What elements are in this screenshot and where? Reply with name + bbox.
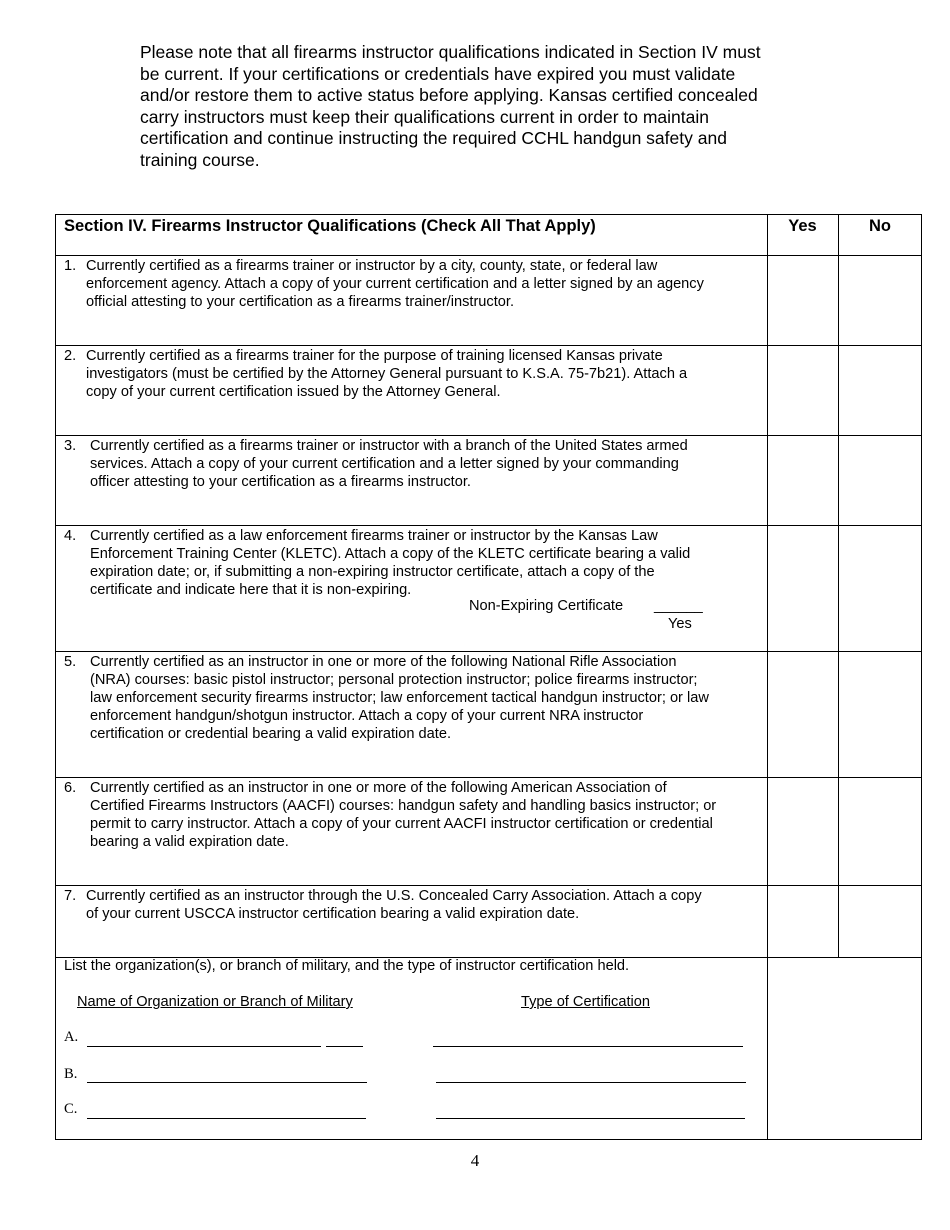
qualification-item-5	[64, 653, 790, 743]
item-1-no-cell[interactable]	[839, 256, 922, 345]
item-line: enforcement agency. Attach a copy of your current certification and a letter signed by an agency	[86, 276, 704, 292]
non-expiring-yes-label: Yes	[668, 616, 692, 632]
item-line: Currently certified as a firearms trainer for the purpose of training licensed Kansas private	[86, 348, 663, 364]
item-2-yes-cell[interactable]	[768, 346, 838, 435]
item-4-yes-cell[interactable]	[768, 526, 838, 651]
certification-field-c[interactable]	[436, 1118, 745, 1119]
item-line: Enforcement Training Center (KLETC). Attach a copy of the KLETC certificate bearing a valid	[90, 546, 691, 562]
item-6-yes-cell[interactable]	[768, 778, 838, 885]
list-instructions: List the organization(s), or branch of military, and the type of instructor certification held.	[64, 958, 630, 974]
item-line: Currently certified as an instructor in one or more of the following American Association of	[90, 780, 667, 796]
item-7-yes-cell[interactable]	[768, 886, 838, 957]
item-number: 5.	[64, 654, 77, 670]
section-iv-table	[55, 214, 922, 1140]
item-line: certification or credential bearing a valid expiration date.	[90, 726, 451, 742]
item-1-yes-cell[interactable]	[768, 256, 838, 345]
intro-line: and/or restore them to active status before applying. Kansas certified concealed	[140, 85, 758, 105]
non-expiring-certificate-label: Non-Expiring Certificate	[469, 598, 624, 614]
item-3-no-cell[interactable]	[839, 436, 922, 525]
item-number: 2.	[64, 348, 77, 364]
qualification-item-3	[64, 437, 790, 491]
item-5-yes-cell[interactable]	[768, 652, 838, 777]
item-line: (NRA) courses: basic pistol instructor; personal protection instructor; police firearms instructor;	[90, 672, 698, 688]
item-number: 3.	[64, 438, 77, 454]
item-line: Currently certified as an instructor through the U.S. Concealed Carry Association. Attach a copy	[86, 888, 702, 904]
certification-field-a[interactable]	[433, 1046, 743, 1047]
non-expiring-blank-field[interactable]: ______	[654, 598, 703, 614]
intro-line: training course.	[140, 149, 260, 170]
item-line: permit to carry instructor. Attach a copy of your current AACFI instructor certification or credential	[90, 816, 713, 832]
item-line: services. Attach a copy of your current certification and a letter signed by your commanding	[90, 456, 679, 472]
row-label-a: A.	[64, 1029, 79, 1045]
item-number: 4.	[64, 528, 77, 544]
page-number: 4	[470, 1151, 480, 1170]
intro-line: carry instructors must keep their qualifications current in order to maintain	[140, 106, 709, 127]
intro-line: be current. If your certifications or credentials have expired you must validate	[140, 63, 736, 84]
item-line: bearing a valid expiration date.	[90, 834, 289, 850]
item-line: enforcement handgun/shotgun instructor. Attach a copy of your current NRA instructor	[90, 708, 644, 724]
certification-type-column-header: Type of Certification	[521, 994, 650, 1010]
item-line: Currently certified as a law enforcement firearms trainer or instructor by the Kansas Law	[90, 528, 658, 544]
organization-field-b[interactable]	[87, 1082, 367, 1083]
item-line: Certified Firearms Instructors (AACFI) courses: handgun safety and handling basics instructor; or	[90, 798, 717, 814]
no-column-header: No	[869, 217, 891, 235]
item-line: copy of your current certification issued by the Attorney General.	[86, 384, 501, 400]
qualification-item-1	[64, 257, 786, 311]
organization-field-a[interactable]	[87, 1046, 321, 1047]
organization-field-c[interactable]	[87, 1118, 366, 1119]
item-number: 1.	[64, 258, 77, 274]
item-5-no-cell[interactable]	[839, 652, 922, 777]
item-6-no-cell[interactable]	[839, 778, 922, 885]
item-7-no-cell[interactable]	[839, 886, 922, 957]
yes-column-header: Yes	[788, 217, 817, 235]
item-number: 6.	[64, 780, 77, 796]
item-line: Currently certified as an instructor in one or more of the following National Rifle Association	[90, 654, 677, 670]
qualification-item-7	[64, 887, 786, 923]
certification-field-b[interactable]	[436, 1082, 746, 1083]
item-2-no-cell[interactable]	[839, 346, 922, 435]
item-line: of your current USCCA instructor certification bearing a valid expiration date.	[86, 906, 580, 922]
item-line: expiration date; or, if submitting a non-expiring instructor certificate, attach a copy of the	[90, 564, 655, 580]
item-number: 7.	[64, 888, 77, 904]
row-label-c: C.	[64, 1101, 78, 1117]
item-line: Currently certified as a firearms trainer or instructor by a city, county, state, or federal law	[86, 258, 658, 274]
intro-line: certification and continue instructing the required CCHL handgun safety and	[140, 128, 727, 148]
item-line: investigators (must be certified by the Attorney General pursuant to K.S.A. 75-7b21). Attach a	[86, 366, 688, 382]
item-line: certificate and indicate here that it is non-expiring.	[90, 582, 412, 598]
qualification-item-2	[64, 347, 786, 401]
intro-paragraph	[140, 42, 820, 171]
organization-field-a-extra[interactable]	[326, 1046, 363, 1047]
row-label-b: B.	[64, 1066, 78, 1082]
intro-line: Please note that all firearms instructor qualifications indicated in Section IV must	[140, 42, 761, 62]
section-title: Section IV. Firearms Instructor Qualifications (Check All That Apply)	[64, 217, 596, 235]
item-line: Currently certified as a firearms trainer or instructor with a branch of the United States armed	[90, 438, 688, 454]
qualification-item-4	[64, 527, 790, 599]
organization-column-header: Name of Organization or Branch of Military	[77, 994, 353, 1010]
item-line: officer attesting to your certification as a firearms instructor.	[90, 474, 471, 490]
item-line: official attesting to your certification as a firearms trainer/instructor.	[86, 294, 514, 310]
item-3-yes-cell[interactable]	[768, 436, 838, 525]
item-4-no-cell[interactable]	[839, 526, 922, 651]
item-line: law enforcement security firearms instructor; law enforcement tactical handgun instructor; or law	[90, 690, 709, 706]
qualification-item-6	[64, 779, 790, 851]
